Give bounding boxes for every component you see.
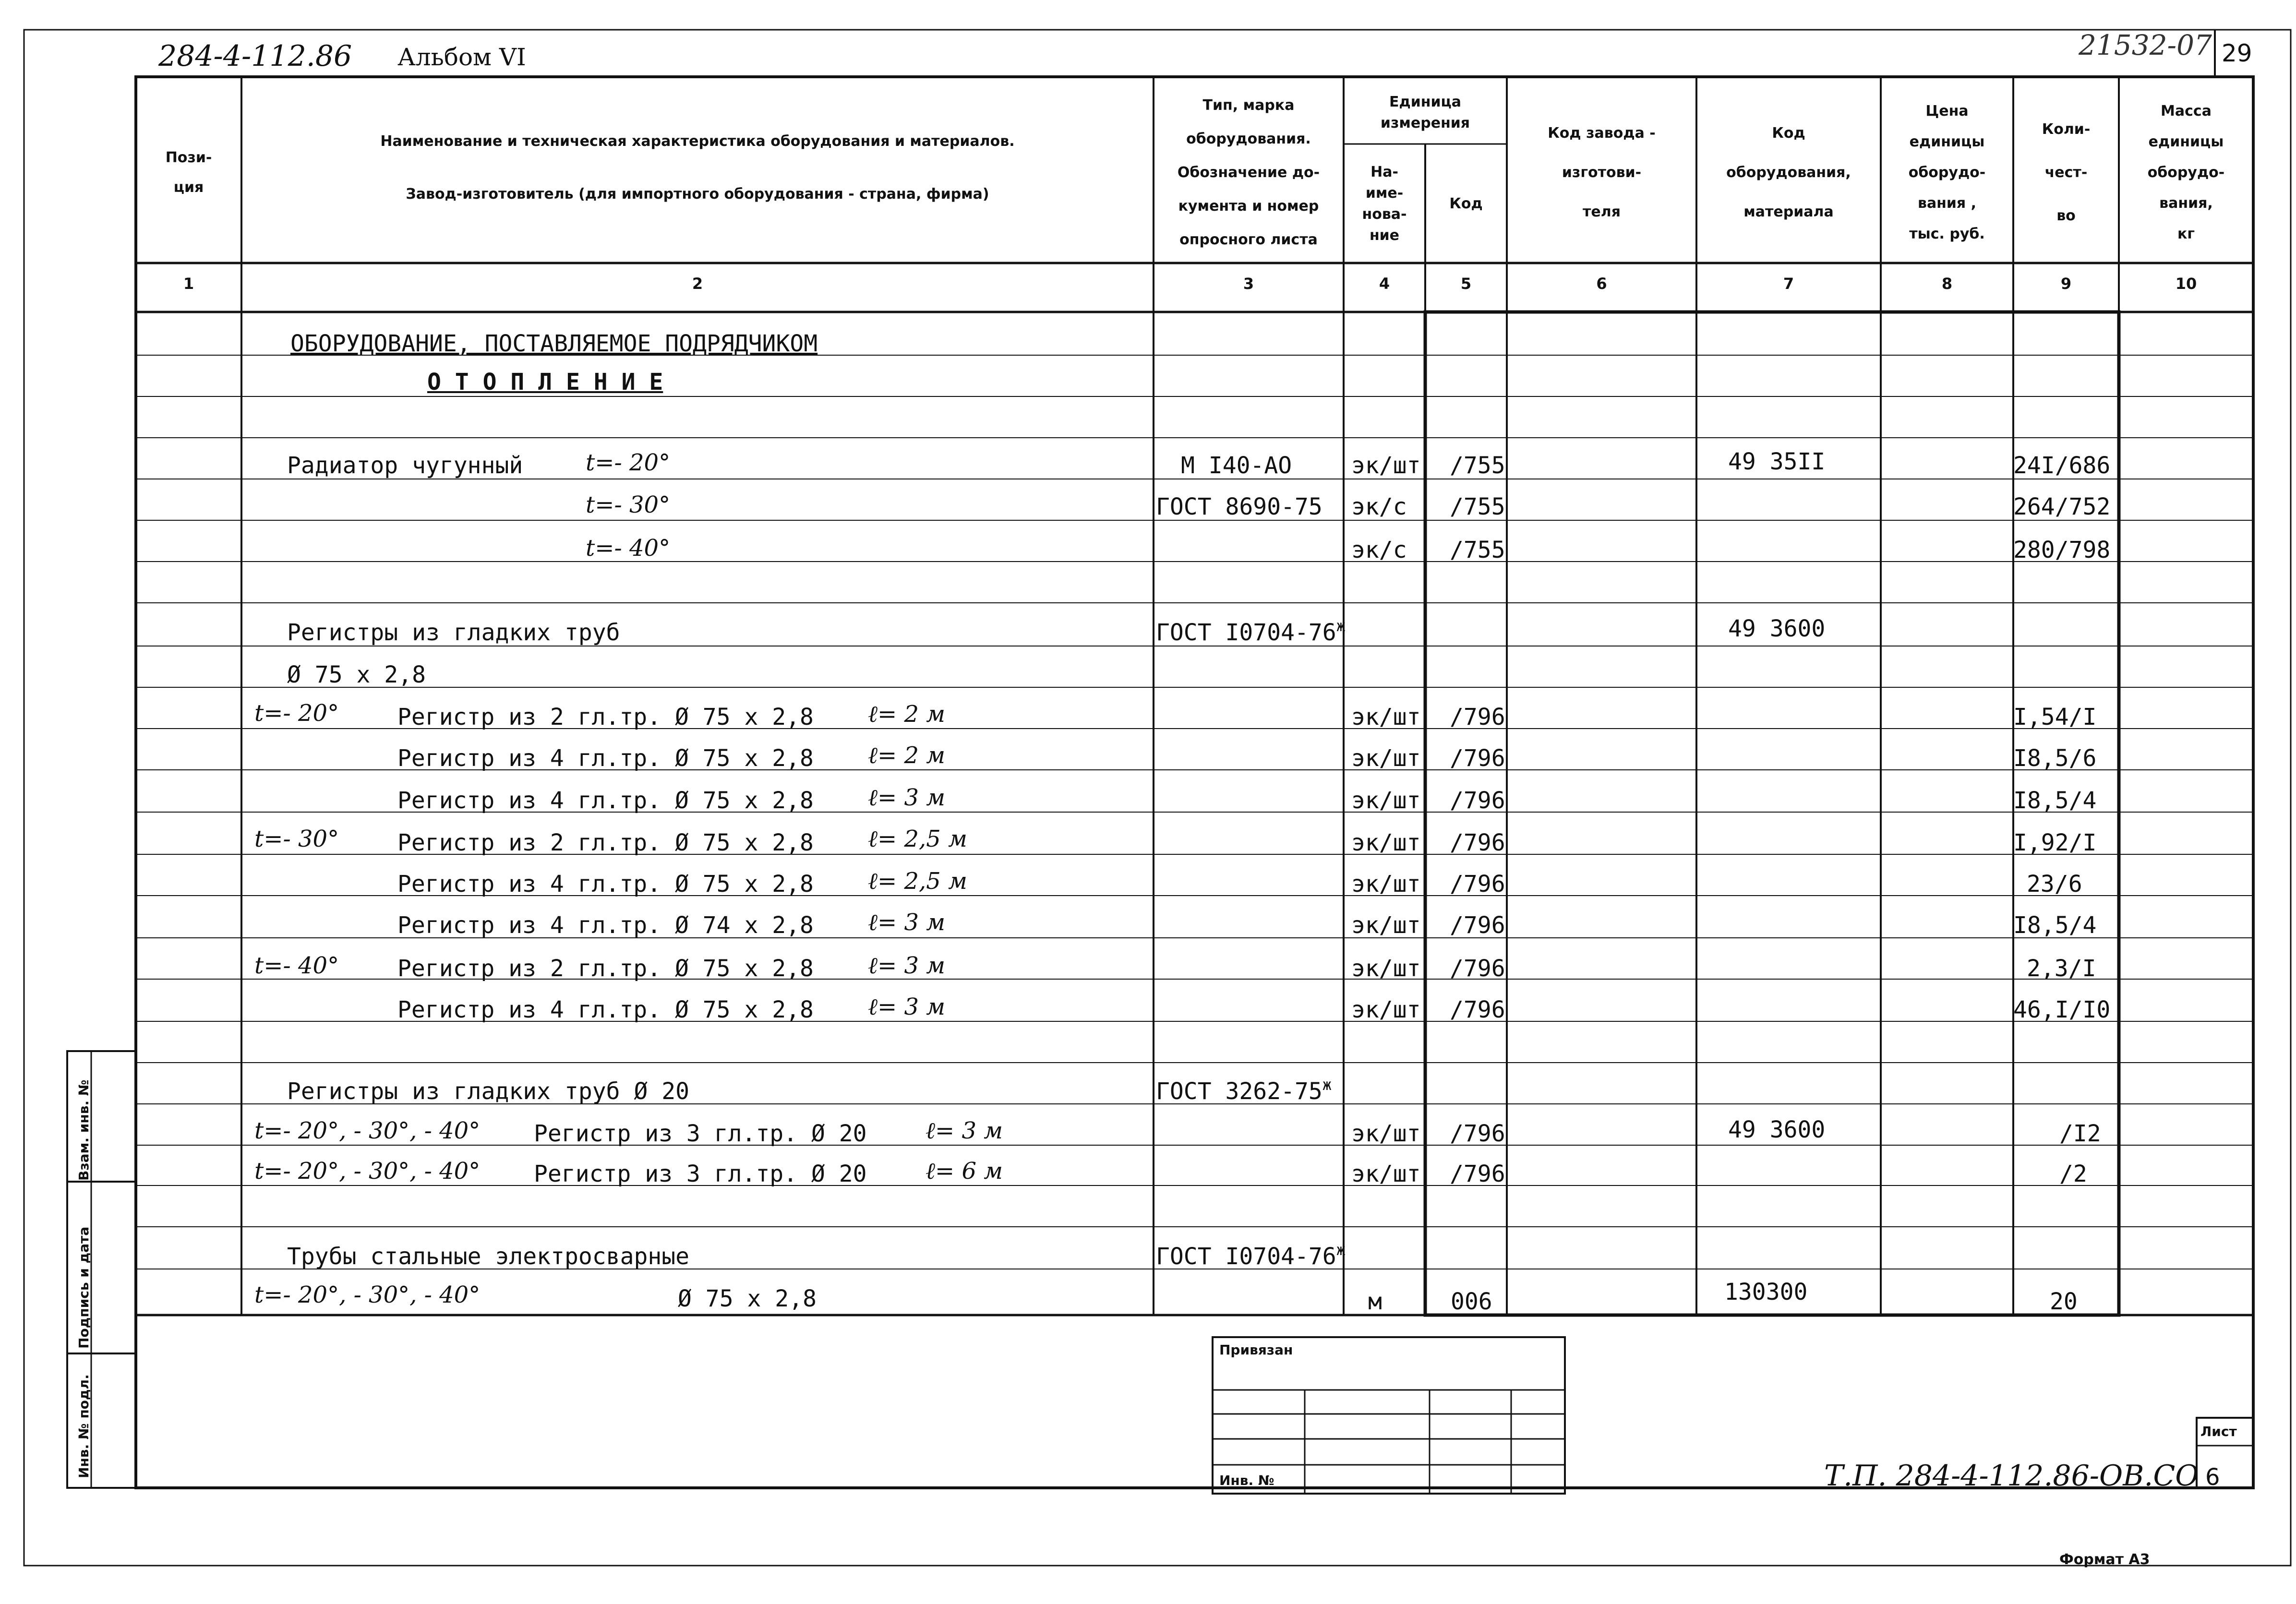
temperature: t=- 30° xyxy=(254,826,339,852)
material-code: 49 35II xyxy=(1728,448,1826,475)
column-number: 7 xyxy=(1783,275,1794,293)
item-name: Регистр из 4 гл.тр. Ø 75 х 2,8 xyxy=(397,871,814,898)
column-number: 6 xyxy=(1596,275,1607,293)
column-number: 5 xyxy=(1460,275,1472,293)
item-name: Регистр из 3 гл.тр. Ø 20 xyxy=(534,1120,867,1147)
unit-name: эк/с xyxy=(1351,493,1407,520)
temperature: t=- 40° xyxy=(586,535,671,562)
column-number: 1 xyxy=(183,275,194,293)
temperature: t=- 20°, - 30°, - 40° xyxy=(254,1117,481,1144)
unit-code: 006 xyxy=(1451,1288,1492,1315)
item-name: Регистр из 4 гл.тр. Ø 74 х 2,8 xyxy=(397,912,814,939)
item-name: Радиатор чугунный xyxy=(287,452,523,479)
column-number: 4 xyxy=(1379,275,1390,293)
attached-label: Привязан xyxy=(1219,1342,1293,1358)
unit-name: эк/шт xyxy=(1351,704,1421,730)
unit-code: /796 xyxy=(1450,704,1505,730)
type-mark: М I40-АО xyxy=(1181,452,1292,479)
quantity: 24I/686 xyxy=(2013,452,2111,479)
length: ℓ= 6 м xyxy=(926,1158,1003,1185)
header-unit-group: Единица измерения xyxy=(1380,94,1470,132)
header-position: Пози- ция xyxy=(165,149,212,196)
header-mass: Масса единицы оборудо- вания, кг xyxy=(2147,103,2225,242)
inventory-label: Инв. № xyxy=(1219,1472,1274,1488)
header-unit-name: На- име- нова- ние xyxy=(1362,164,1407,244)
unit-name: эк/шт xyxy=(1351,829,1421,856)
quantity: 2,3/I xyxy=(2027,955,2096,982)
material-code: 49 3600 xyxy=(1728,615,1826,642)
unit-name: эк/шт xyxy=(1351,955,1421,982)
page-number: 29 xyxy=(2222,39,2252,67)
unit-code: /755 xyxy=(1450,493,1505,520)
item-name: Ø 75 х 2,8 xyxy=(678,1285,817,1312)
item-name: Ø 75 х 2,8 xyxy=(287,661,426,688)
quantity: I8,5/4 xyxy=(2013,912,2097,939)
length: ℓ= 3 м xyxy=(868,952,946,979)
stamp-original-inventory: Инв. № подл. xyxy=(76,1374,92,1478)
header-price: Цена единицы оборудо- вания , тыс. руб. xyxy=(1908,103,1986,242)
length: ℓ= 3 м xyxy=(926,1117,1003,1144)
type-mark: ГОСТ $3262-75^ж$ xyxy=(1156,1076,1332,1105)
unit-name: м xyxy=(1368,1288,1382,1315)
quantity: 264/752 xyxy=(2013,493,2111,520)
unit-code: /796 xyxy=(1450,745,1505,772)
quantity: /2 xyxy=(2059,1161,2087,1187)
stamp-signature-date: Подпись и дата xyxy=(76,1226,92,1349)
type-mark: ГОСТ $I0704-76^ж$ xyxy=(1156,1241,1346,1270)
material-code: 49 3600 xyxy=(1728,1116,1826,1143)
quantity: 23/6 xyxy=(2027,871,2082,898)
quantity: 20 xyxy=(2050,1288,2078,1315)
unit-name: эк/шт xyxy=(1351,787,1421,814)
unit-name: эк/шт xyxy=(1351,871,1421,898)
column-number: 10 xyxy=(2175,275,2197,293)
unit-name: эк/шт xyxy=(1351,452,1421,479)
item-name: Регистр из 4 гл.тр. Ø 75 х 2,8 xyxy=(397,996,814,1023)
length: ℓ= 3 м xyxy=(868,994,946,1020)
item-name: Регистр из 2 гл.тр. Ø 75 х 2,8 xyxy=(397,955,814,982)
album-label: Альбом VI xyxy=(397,43,526,71)
archive-number: 21532-07 xyxy=(2079,29,2212,61)
quantity: /I2 xyxy=(2059,1120,2101,1147)
item-name: Регистры из гладких труб Ø 20 xyxy=(287,1078,690,1105)
item-name: Трубы стальные электросварные xyxy=(287,1243,690,1270)
length: ℓ= 3 м xyxy=(868,784,946,811)
unit-code: /796 xyxy=(1450,871,1505,898)
unit-code: /796 xyxy=(1450,1120,1505,1147)
unit-name: эк/шт xyxy=(1351,996,1421,1023)
item-name: Регистр из 3 гл.тр. Ø 20 xyxy=(534,1161,867,1187)
header-quantity: Коли- чест- во xyxy=(2042,121,2091,224)
length: ℓ= 2 м xyxy=(868,742,946,769)
quantity: I,54/I xyxy=(2013,704,2097,730)
quantity: I,92/I xyxy=(2013,829,2097,856)
header-name: Наименование и техническая характеристика оборудования и материалов. Завод-изготовитель (для импортного оборудования - страна, фирма) xyxy=(380,133,1015,203)
temperature: t=- 20° xyxy=(586,449,671,476)
unit-name: эк/с xyxy=(1351,537,1407,563)
unit-code: /755 xyxy=(1450,452,1505,479)
header-manufacturer-code: Код завода - изготови- теля xyxy=(1548,125,1656,220)
column-number: 3 xyxy=(1243,275,1254,293)
unit-code: /796 xyxy=(1450,996,1505,1023)
subsection-title: О Т О П Л Е Н И Е xyxy=(427,369,663,395)
header-type: Тип, марка оборудования. Обозначение до- кумента и номер опросного листа xyxy=(1177,97,1320,248)
temperature: t=- 20°, - 30°, - 40° xyxy=(254,1158,481,1185)
type-mark: ГОСТ $I0704-76^ж$ xyxy=(1156,617,1346,646)
sheet-label: Лист xyxy=(2200,1424,2237,1439)
item-name: Регистр из 4 гл.тр. Ø 75 х 2,8 xyxy=(397,787,814,814)
item-name: Регистр из 2 гл.тр. Ø 75 х 2,8 xyxy=(397,704,814,730)
header-unit-code: Код xyxy=(1449,195,1483,212)
material-code: 130300 xyxy=(1724,1279,1808,1305)
item-name: Регистр из 4 гл.тр. Ø 75 х 2,8 xyxy=(397,745,814,772)
quantity: 46,I/I0 xyxy=(2013,996,2111,1023)
unit-name: эк/шт xyxy=(1351,1161,1421,1187)
unit-code: /796 xyxy=(1450,912,1505,939)
quantity: 280/798 xyxy=(2013,537,2111,563)
unit-code: /796 xyxy=(1450,955,1505,982)
section-title: ОБОРУДОВАНИЕ, ПОСТАВЛЯЕМОЕ ПОДРЯДЧИКОМ xyxy=(290,330,818,357)
column-number: 9 xyxy=(2060,275,2072,293)
format-label: Формат А3 xyxy=(2059,1551,2150,1568)
stamp-replace-inventory: Взам. инв. № xyxy=(76,1079,92,1181)
document-number: 284-4-112.86 xyxy=(158,39,352,73)
unit-name: эк/шт xyxy=(1351,1120,1421,1147)
header-equipment-code: Код оборудования, материала xyxy=(1726,125,1851,220)
length: ℓ= 2,5 м xyxy=(868,826,967,852)
sheet-number: 6 xyxy=(2205,1464,2220,1491)
temperature: t=- 30° xyxy=(586,491,671,518)
temperature: t=- 20°, - 30°, - 40° xyxy=(254,1281,481,1308)
temperature: t=- 40° xyxy=(254,952,339,979)
item-name: Регистры из гладких труб xyxy=(287,619,620,646)
unit-code: /796 xyxy=(1450,787,1505,814)
unit-name: эк/шт xyxy=(1351,745,1421,772)
unit-name: эк/шт xyxy=(1351,912,1421,939)
item-name: Регистр из 2 гл.тр. Ø 75 х 2,8 xyxy=(397,829,814,856)
length: ℓ= 2 м xyxy=(868,701,946,728)
quantity: I8,5/6 xyxy=(2013,745,2097,772)
type-mark: ГОСТ 8690-75 xyxy=(1156,493,1322,520)
unit-code: /755 xyxy=(1450,537,1505,563)
length: ℓ= 3 м xyxy=(868,909,946,936)
unit-code: /796 xyxy=(1450,829,1505,856)
column-number: 8 xyxy=(1941,275,1953,293)
quantity: I8,5/4 xyxy=(2013,787,2097,814)
unit-code: /796 xyxy=(1450,1161,1505,1187)
length: ℓ= 2,5 м xyxy=(868,868,967,895)
temperature: t=- 20° xyxy=(254,700,339,727)
designation: Т.П. 284-4-112.86-ОВ.СО xyxy=(1824,1459,2199,1493)
column-number: 2 xyxy=(692,275,703,293)
